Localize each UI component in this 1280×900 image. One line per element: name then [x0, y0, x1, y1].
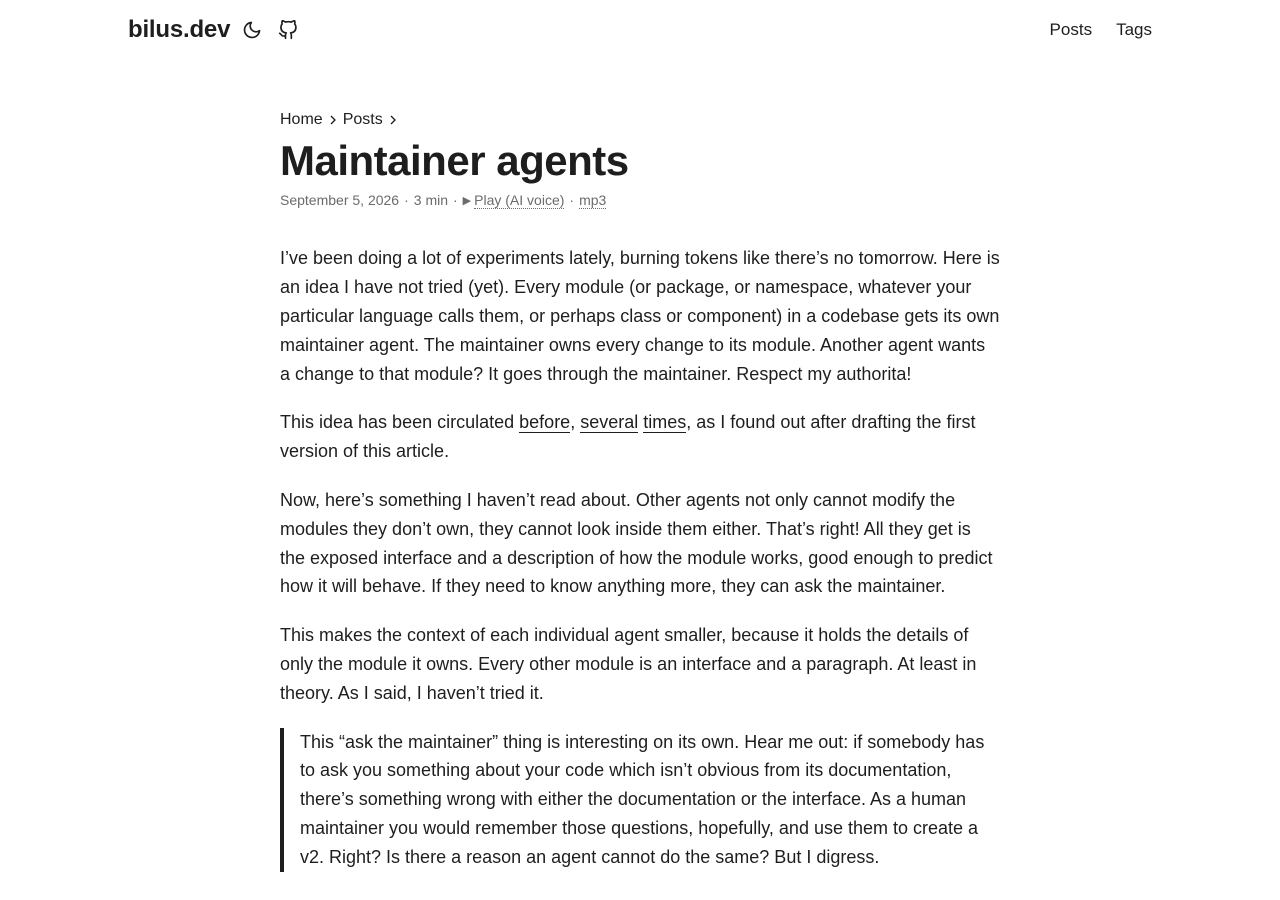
paragraph-text: , [570, 412, 581, 433]
mp3-link[interactable]: mp3 [579, 191, 607, 208]
post-content [280, 244, 1000, 871]
nav-posts-link[interactable]: Posts [1049, 20, 1093, 39]
github-icon[interactable] [278, 20, 298, 40]
nav-tags-link[interactable]: Tags [1116, 20, 1152, 39]
meta-separator: · [404, 192, 409, 209]
play-audio-link[interactable]: Play (AI voice) [474, 191, 565, 208]
paragraph-text: This idea has been circulated [280, 412, 520, 433]
before-link[interactable]: before [519, 412, 571, 433]
blockquote [280, 728, 1000, 872]
post-date: September 5, 2026 [280, 192, 400, 209]
meta-separator: · [569, 192, 575, 209]
quote-text: This “ask the maintainer” thing is interesting on its own. Hear me out: if somebody has to ask you something about your code which isn’t obvious from its documentation, there’s something wrong with either the documentation or the interface. As a human maintainer you would remember those questions, hopefully, and use them to create a v2. Right? Is there a reason an agent cannot do the same? But I digress. [300, 731, 985, 867]
breadcrumb [280, 108, 1000, 132]
post-meta [280, 190, 1000, 210]
paragraph: This makes the context of each individual agent smaller, because it holds the details of only the module it owns. Every other module is an interface and a paragraph. At least in theory. As I said, I haven’t tried it. [280, 625, 977, 703]
paragraph: Now, here’s something I haven’t read about. Other agents not only cannot modify the modules they don’t own, they cannot look inside them either. That’s right! All they get is the exposed interface and a description of how the module works, good enough to predict how it will behave. If they need to know anything more, they can ask the maintainer. [280, 489, 993, 597]
moon-icon[interactable] [242, 20, 262, 40]
meta-separator: · [453, 192, 458, 209]
breadcrumb-home-link[interactable]: Home [280, 111, 323, 128]
several-link[interactable]: several [580, 412, 639, 433]
main-nav [1050, 20, 1152, 40]
post-main [280, 108, 1000, 872]
paragraph: I’ve been doing a lot of experiments lately, burning tokens like there’s no tomorrow. Here is an idea I have not tried (yet). Every module (or package, or namespace, whatever your particular language calls them, or perhaps class or component) in a codebase gets its own maintainer agent. The maintainer owns every change to its module. Another agent wants a change to that module? It goes through the maintainer. Respect my authorita! [280, 248, 1000, 384]
paragraph [280, 408, 1000, 466]
paragraph-text: , as I found out after drafting the first version of this article. [280, 412, 976, 462]
times-link[interactable]: times [643, 412, 687, 433]
play-icon: ▶ [462, 194, 472, 207]
chevron-right-icon [383, 108, 403, 132]
breadcrumb-posts-link[interactable]: Posts [342, 111, 383, 128]
site-header [0, 0, 1280, 62]
read-time: 3 min [413, 192, 448, 209]
chevron-right-icon [323, 108, 343, 132]
site-logo[interactable]: bilus.dev [128, 16, 231, 43]
page-title: Maintainer agents [280, 137, 629, 184]
